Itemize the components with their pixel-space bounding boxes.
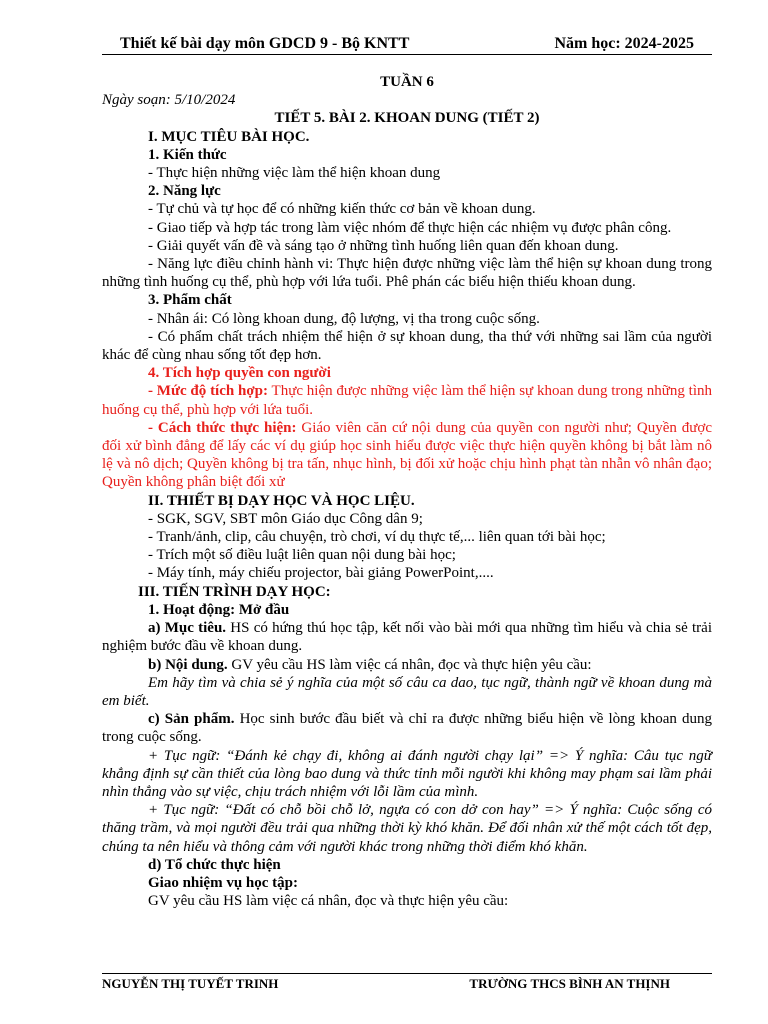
equipment-item-1: - SGK, SGV, SBT môn Giáo dục Công dân 9; bbox=[148, 510, 423, 527]
activity-product bbox=[102, 710, 712, 746]
objective-label: a) Mục tiêu. bbox=[148, 620, 227, 637]
week-heading: TUẦN 6 bbox=[380, 74, 434, 90]
section-1-title: I. MỤC TIÊU BÀI HỌC. bbox=[148, 128, 310, 145]
header-school-year: Năm học: 2024-2025 bbox=[554, 35, 694, 52]
footer-school: TRƯỜNG THCS BÌNH AN THỊNH bbox=[469, 976, 670, 991]
subsection-competence-title: 2. Năng lực bbox=[148, 183, 221, 200]
prep-date: Ngày soạn: 5/10/2024 bbox=[102, 92, 236, 109]
assign-task-text: GV yêu cầu HS làm việc cá nhân, đọc và thực hiện yêu cầu: bbox=[148, 893, 509, 910]
section-2-title: II. THIẾT BỊ DẠY HỌC VÀ HỌC LIỆU. bbox=[148, 492, 415, 509]
equipment-item-4: - Máy tính, máy chiếu projector, bài giảng PowerPoint,.... bbox=[148, 565, 494, 582]
document-body bbox=[102, 73, 712, 910]
lesson-title: TIẾT 5. BÀI 2. KHOAN DUNG (TIẾT 2) bbox=[274, 110, 540, 127]
equipment-item-2: - Tranh/ảnh, clip, câu chuyện, trò chơi, ví dụ thực tế,... liên quan tới bài học; bbox=[148, 529, 606, 546]
subsection-quality-title: 3. Phẩm chất bbox=[148, 292, 232, 309]
section-3-title: III. TIẾN TRÌNH DẠY HỌC: bbox=[138, 583, 331, 600]
organization-title: d) Tổ chức thực hiện bbox=[148, 856, 281, 873]
competence-item-4: - Năng lực điều chỉnh hành vi: Thực hiện được những việc làm thể hiện sự khoan dung trong những tình huống cụ thể, phù hợp với lứa tuổi. Phê phán các biểu hiện thiếu khoan dung. bbox=[102, 256, 712, 291]
human-rights-method-text: Giáo viên căn cứ nội dung của quyền con người như; Quyền được đối xử bình đẳng để lấy các ví dụ giúp học sinh hiểu được việc thực hiện quyền không bị bắt làm nô lệ và nô dịch; Quyền không bị tra tấn, nhục hình, bị đối xử hoặc chịu hình phạt tàn nhẫn vô nhân đạo; Quyền không phân biệt đối xử bbox=[102, 419, 712, 491]
activity-content bbox=[102, 656, 712, 674]
proverb-1: + Tục ngữ: “Đánh kẻ chạy đi, không ai đánh người chạy lại” => Ý nghĩa: Câu tục ngữ khẳng định sự cần thiết của lòng bao dung và thức tỉnh mỗi người khi không may phạm sai lầm phải nhìn thẳng vào sự việc, chịu trách nhiệm với lỗi lầm của mình. bbox=[102, 747, 712, 800]
product-label: c) Sản phẩm. bbox=[148, 711, 235, 728]
page-header bbox=[102, 34, 712, 55]
human-rights-method-label: - Cách thức thực hiện: bbox=[148, 419, 297, 436]
proverb-2: + Tục ngữ: “Đất có chỗ bồi chỗ lở, ngựa có con dở con hay” => Ý nghĩa: Cuộc sống có thăng trầm, và mọi người đều trải qua những thời kỳ khó khăn. Để đối nhân xử thế một cách tốt đẹp, chúng ta nên hiểu và thông cảm với người khác trong những thời điểm khó khăn. bbox=[102, 802, 712, 855]
page-footer bbox=[102, 973, 712, 991]
quality-item-1: - Nhân ái: Có lòng khoan dung, độ lượng, vị tha trong cuộc sống. bbox=[148, 310, 540, 327]
subsection-human-rights-title: 4. Tích hợp quyền con người bbox=[148, 365, 331, 382]
product-text: Học sinh bước đầu biết và chỉ ra được những biểu hiện về lòng khoan dung trong cuộc sống. bbox=[102, 711, 712, 746]
objective-text: HS có hứng thú học tập, kết nối vào bài mới qua những tìm hiểu và chia sẻ trải nghiệm bước đầu về khoan dung. bbox=[102, 620, 712, 655]
quality-item-2: - Có phẩm chất trách nhiệm thể hiện ở sự khoan dung, tha thứ với những sai lầm của người khác để cùng nhau sống tốt đẹp hơn. bbox=[102, 328, 712, 364]
human-rights-level-label: - Mức độ tích hợp: bbox=[148, 383, 269, 400]
activity-objective bbox=[102, 619, 712, 655]
activity-task: Em hãy tìm và chia sẻ ý nghĩa của một số câu ca dao, tục ngữ, thành ngữ về khoan dung mà em biết. bbox=[102, 674, 712, 709]
header-title: Thiết kế bài dạy môn GDCD 9 - Bộ KNTT bbox=[120, 35, 410, 52]
knowledge-item: - Thực hiện những việc làm thể hiện khoan dung bbox=[148, 165, 441, 182]
content-text: GV yêu cầu HS làm việc cá nhân, đọc và thực hiện yêu cầu: bbox=[227, 656, 592, 673]
human-rights-level bbox=[102, 382, 712, 418]
content-label: b) Nội dung. bbox=[148, 656, 228, 673]
activity-1-title: 1. Hoạt động: Mở đầu bbox=[148, 601, 290, 618]
competence-item-3: - Giải quyết vấn đề và sáng tạo ở những tình huống liên quan đến khoan dung. bbox=[148, 237, 619, 254]
competence-item-2: - Giao tiếp và hợp tác trong làm việc nhóm để thực hiện các nhiệm vụ được phân công. bbox=[148, 219, 672, 236]
human-rights-method bbox=[102, 419, 712, 492]
competence-item-1: - Tự chủ và tự học để có những kiến thức cơ bản về khoan dung. bbox=[148, 201, 536, 218]
footer-author: NGUYỄN THỊ TUYẾT TRINH bbox=[102, 976, 279, 991]
equipment-item-3: - Trích một số điều luật liên quan nội dung bài học; bbox=[148, 547, 456, 564]
subsection-knowledge-title: 1. Kiến thức bbox=[148, 146, 227, 163]
assign-task-title: Giao nhiệm vụ học tập: bbox=[148, 874, 299, 891]
human-rights-level-text: Thực hiện được những việc làm thể hiện sự khoan dung trong những tình huống cụ thể, phù hợp với lứa tuổi. bbox=[102, 383, 712, 418]
